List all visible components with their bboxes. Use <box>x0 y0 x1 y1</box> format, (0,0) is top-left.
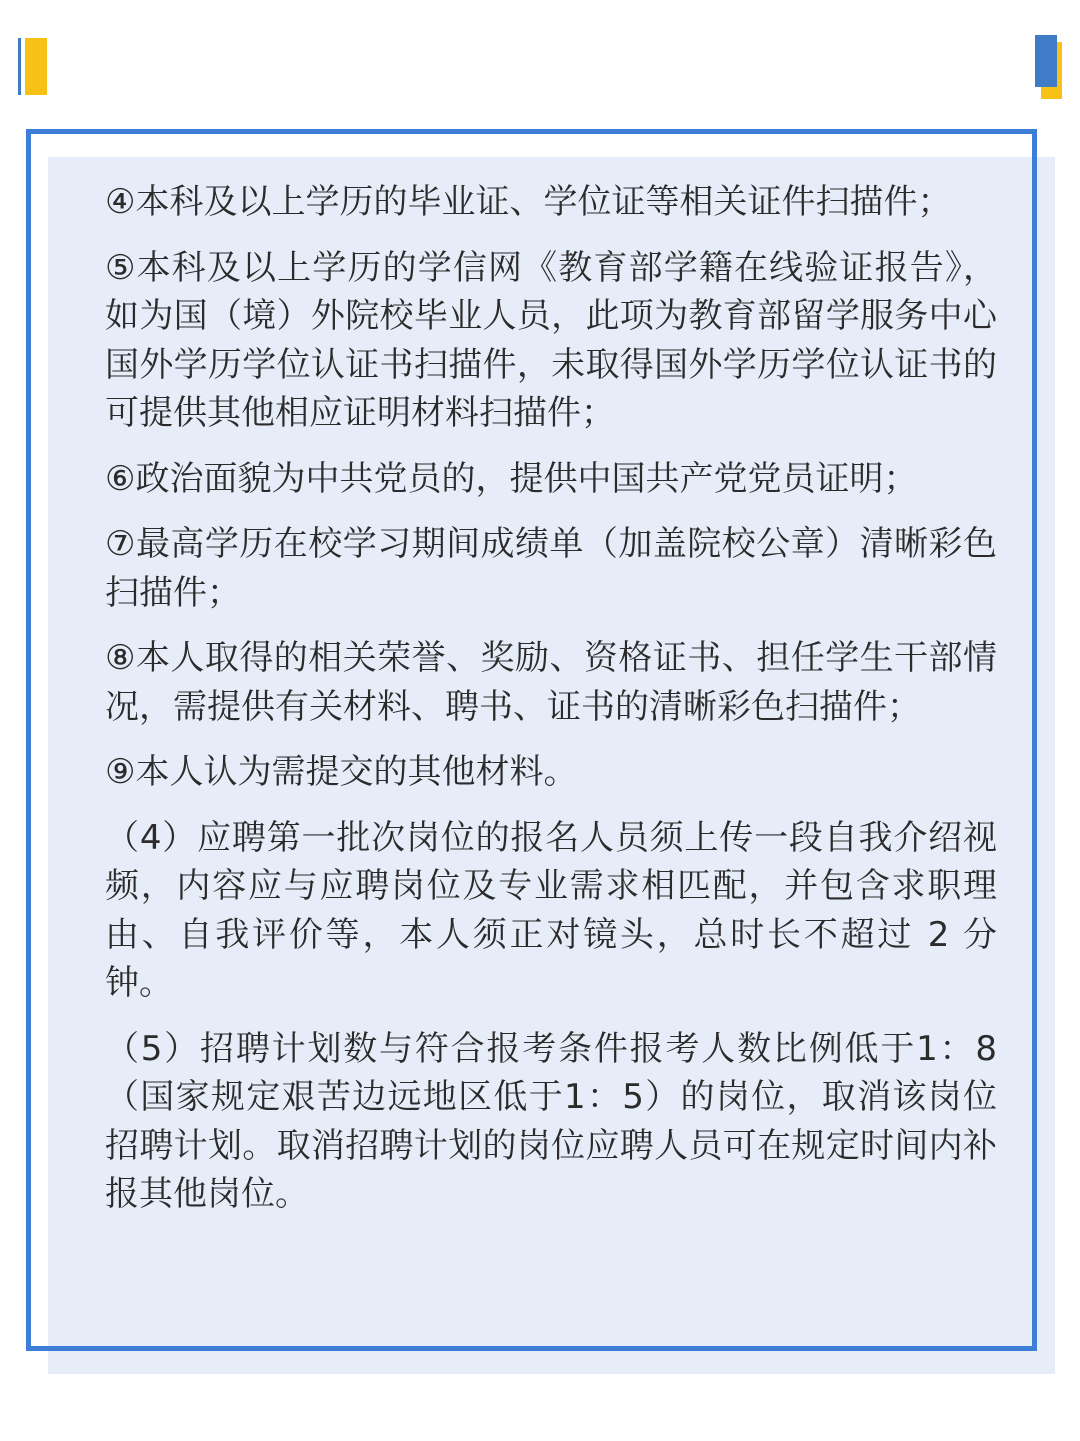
item-5-paragraph: ⑤本科及以上学历的学信网《教育部学籍在线验证报告》，如为国（境）外院校毕业人员，此项为教育部留学服务中心国外学历学位认证书扫描件，未取得国外学历学位认证书的可提供其他相应证明材料扫描件； <box>105 247 997 433</box>
item-4-paragraph: ④本科及以上学历的毕业证、学位证等相关证件扫描件； <box>105 182 952 222</box>
item-9-paragraph: ⑨本人认为需提交的其他材料。 <box>105 752 578 792</box>
section-4-paragraph: （4）应聘第一批次岗位的报名人员须上传一段自我介绍视频，内容应与应聘岗位及专业需求相匹配，并包含求职理由、自我评价等，本人须正对镜头，总时长不超过 2 分钟。 <box>105 817 997 1003</box>
decor-left-block <box>25 38 47 95</box>
item-6-paragraph: ⑥政治面貌为中共党员的，提供中国共产党党员证明； <box>105 458 918 499</box>
section-5-paragraph: （5）招聘计划数与符合报考条件报考人数比例低于1：8（国家规定艰苦边远地区低于1：5）的岗位，取消该岗位招聘计划。取消招聘计划的岗位应聘人员可在规定时间内补报其他岗位。 <box>105 1028 997 1214</box>
document-body <box>105 178 997 1236</box>
decor-left-line <box>18 38 21 95</box>
item-8-paragraph: ⑧本人取得的相关荣誉、奖励、资格证书、担任学生干部情况，需提供有关材料、聘书、证书的清晰彩色扫描件； <box>105 638 997 727</box>
item-7-paragraph: ⑦最高学历在校学习期间成绩单（加盖院校公章）清晰彩色扫描件； <box>105 524 997 613</box>
decor-right-blue-block <box>1035 35 1057 87</box>
